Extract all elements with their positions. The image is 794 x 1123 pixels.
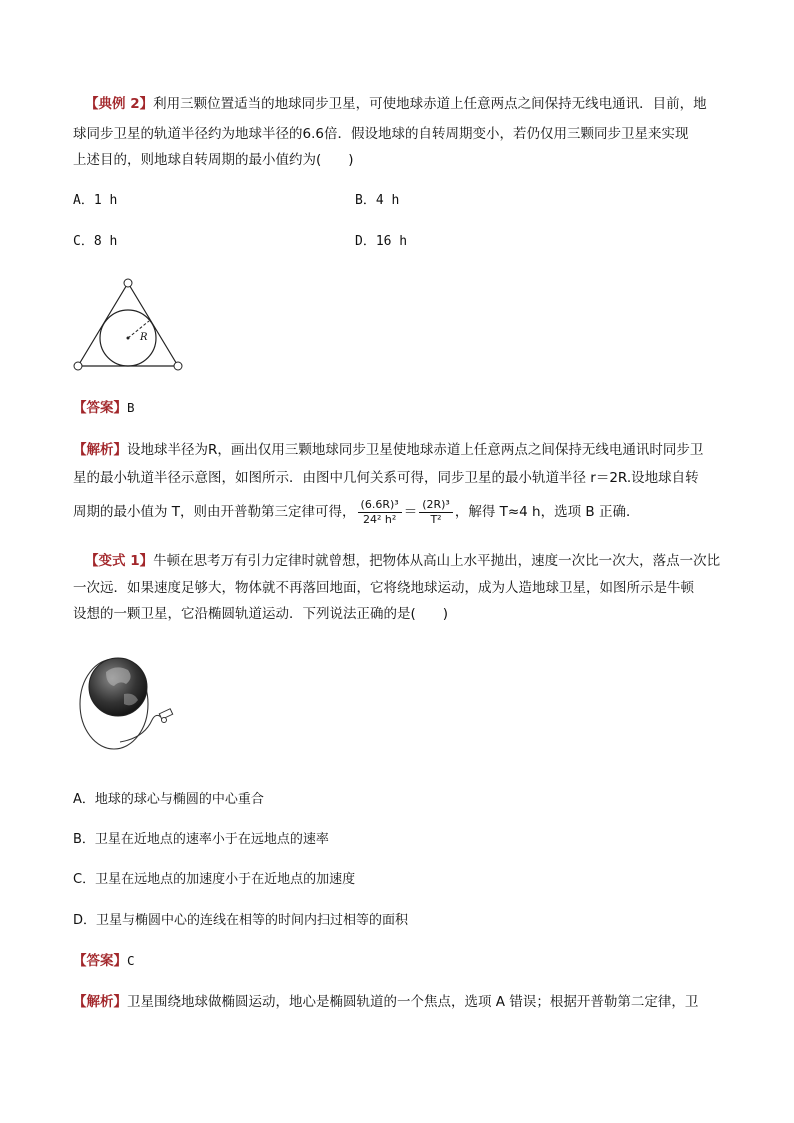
example-option-d: D．16 h bbox=[355, 234, 408, 249]
variant-analysis-tag: 【解析】 bbox=[73, 994, 127, 1010]
earth-globe bbox=[89, 658, 147, 716]
satellite-right bbox=[174, 362, 182, 370]
satellite-top bbox=[124, 279, 132, 287]
variant-option-b: B．卫星在近地点的速率小于在远地点的速率 bbox=[73, 832, 329, 847]
example-analysis-tag: 【解析】 bbox=[73, 442, 127, 458]
example-answer bbox=[73, 398, 135, 418]
variant-tag: 【变式 1】 bbox=[85, 553, 154, 569]
variant-analysis-text-1: 卫星围绕地球做椭圆运动，地心是椭圆轨道的一个焦点，选项 A 错误；根据开普勒第二定律，卫 bbox=[127, 994, 699, 1010]
variant-answer-tag: 【答案】 bbox=[73, 953, 127, 969]
equals-sign: ＝ bbox=[403, 504, 418, 520]
variant-option-a: A．地球的球心与椭圆的中心重合 bbox=[73, 792, 264, 807]
example-question-line-2: 球同步卫星的轨道半径约为地球半径的6.6倍．假设地球的自转周期变小，若仍仅用三颗同步卫星来实现 bbox=[73, 126, 689, 142]
frac2-denominator: T² bbox=[430, 512, 442, 526]
example-analysis-line-3 bbox=[73, 495, 639, 529]
example-option-a: A．1 h bbox=[73, 193, 118, 208]
satellite-triangle-figure bbox=[70, 278, 186, 374]
analysis-pre: 周期的最小值为 T，则由开普勒第三定律可得， bbox=[73, 504, 356, 520]
cannon-wheel bbox=[162, 718, 167, 723]
variant-option-d: D．卫星与椭圆中心的连线在相等的时间内扫过相等的面积 bbox=[73, 913, 409, 928]
example-answer-value: B bbox=[127, 400, 135, 415]
frac2-numerator: (2R)³ bbox=[419, 498, 453, 513]
frac1-denominator: 24² h² bbox=[362, 512, 397, 526]
newton-orbit-figure bbox=[76, 650, 182, 752]
mountain-path bbox=[120, 715, 162, 742]
triangle-orbit bbox=[78, 283, 178, 366]
variant-question-line-1 bbox=[85, 551, 720, 571]
example-option-c: C．8 h bbox=[73, 234, 118, 249]
variant-option-c: C．卫星在远地点的加速度小于在近地点的加速度 bbox=[73, 872, 356, 887]
variant-analysis-line-1 bbox=[73, 992, 698, 1012]
analysis-post: ，解得 T≈4 h，选项 B 正确． bbox=[454, 504, 640, 520]
variant-q-text-1: 牛顿在思考万有引力定律时就曾想，把物体从高山上水平抛出，速度一次比一次大，落点一次比 bbox=[153, 553, 721, 569]
example-question-line-1 bbox=[85, 94, 707, 114]
example-option-b: B．4 h bbox=[355, 193, 400, 208]
variant-answer-value: C bbox=[127, 953, 135, 968]
example-q-text-1: 利用三颗位置适当的地球同步卫星，可使地球赤道上任意两点之间保持无线电通讯．目前，地 bbox=[153, 96, 707, 112]
example-analysis-text-1: 设地球半径为R，画出仅用三颗地球同步卫星使地球赤道上任意两点之间保持无线电通讯时同步卫 bbox=[127, 442, 704, 458]
example-answer-tag: 【答案】 bbox=[73, 400, 127, 416]
kepler-fraction-1 bbox=[358, 498, 402, 527]
example-analysis-line-1 bbox=[73, 440, 703, 460]
variant-answer bbox=[73, 951, 135, 971]
variant-question-line-3: 设想的一颗卫星，它沿椭圆轨道运动．下列说法正确的是( ) bbox=[73, 606, 449, 622]
example-analysis-line-2: 星的最小轨道半径示意图，如图所示．由图中几何关系可得，同步卫星的最小轨道半径 r＝2R.设地球自转 bbox=[73, 470, 699, 486]
variant-question-line-2: 一次远．如果速度足够大，物体就不再落回地面，它将绕地球运动，成为人造地球卫星，如图所示是牛顿 bbox=[73, 580, 694, 596]
radius-label: R bbox=[140, 332, 148, 343]
satellite-left bbox=[74, 362, 82, 370]
example-tag: 【典例 2】 bbox=[85, 96, 154, 112]
kepler-fraction-2 bbox=[419, 498, 453, 527]
cannon-icon bbox=[159, 709, 172, 720]
example-question-line-3: 上述目的，则地球自转周期的最小值约为( ) bbox=[73, 152, 354, 168]
frac1-numerator: (6.6R)³ bbox=[358, 498, 402, 513]
